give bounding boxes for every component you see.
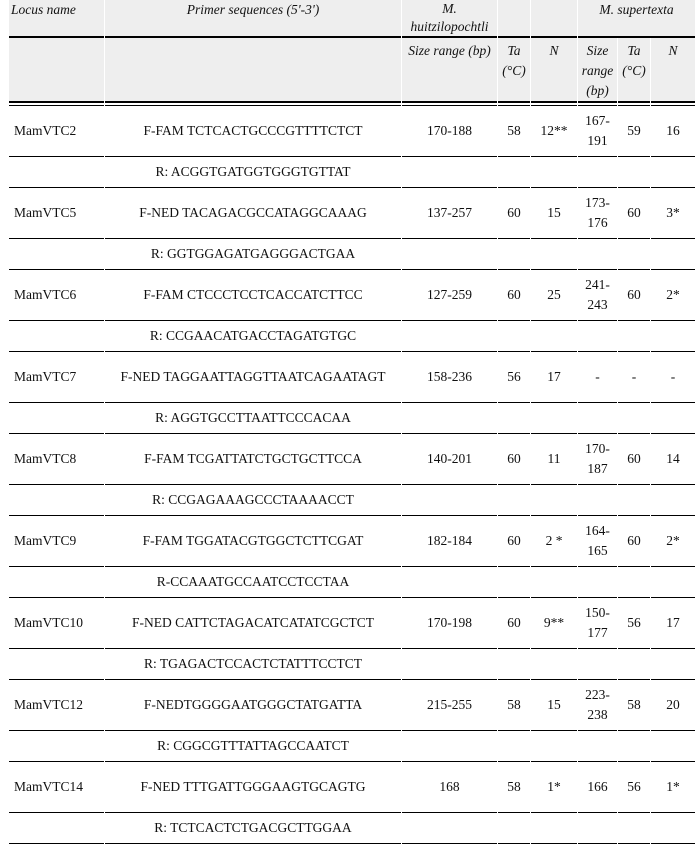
empty-cell bbox=[531, 321, 577, 352]
table-row bbox=[9, 485, 695, 516]
supertexta-ta-cell: - bbox=[618, 352, 650, 403]
huitzilopochtli-ta-cell: 60 bbox=[498, 270, 530, 321]
supertexta-size-cell: 241-243 bbox=[578, 270, 617, 321]
empty-cell bbox=[531, 157, 577, 188]
locus-cell: MamVTC5 bbox=[9, 188, 104, 239]
huitzilopochtli-size-cell: 140-201 bbox=[402, 434, 497, 485]
huitzilopochtli-ta-cell: 60 bbox=[498, 516, 530, 567]
supertexta-n-cell: 14 bbox=[651, 434, 695, 485]
empty-cell bbox=[618, 813, 650, 844]
header-primer-sequences: Primer sequences (5'-3') bbox=[105, 0, 401, 38]
empty-cell bbox=[618, 649, 650, 680]
empty-cell bbox=[651, 731, 695, 762]
empty-cell bbox=[651, 813, 695, 844]
empty-cell bbox=[402, 485, 497, 516]
reverse-primer-cell: R: TCTCACTCTGACGCTTGGAA bbox=[105, 813, 401, 844]
table-row bbox=[9, 157, 695, 188]
locus-cell: MamVTC8 bbox=[9, 434, 104, 485]
supertexta-ta-cell: 56 bbox=[618, 762, 650, 813]
empty-cell bbox=[578, 567, 617, 598]
table-row bbox=[9, 516, 695, 567]
empty-cell bbox=[402, 157, 497, 188]
empty-cell bbox=[578, 321, 617, 352]
empty-cell bbox=[498, 485, 530, 516]
forward-primer-cell: F-NEDTGGGGAATGGGCTATGATTA bbox=[105, 680, 401, 731]
huitzilopochtli-size-cell: 170-198 bbox=[402, 598, 497, 649]
empty-cell bbox=[498, 731, 530, 762]
supertexta-size-cell: 164-165 bbox=[578, 516, 617, 567]
header-n: N bbox=[531, 38, 577, 103]
empty-cell bbox=[9, 485, 104, 516]
huitzilopochtli-n-cell: 2 * bbox=[531, 516, 577, 567]
reverse-primer-cell: R: CCGAACATGACCTAGATGTGC bbox=[105, 321, 401, 352]
huitzilopochtli-size-cell: 168 bbox=[402, 762, 497, 813]
reverse-primer-cell: R: CGGCGTTTATTAGCCAATCT bbox=[105, 731, 401, 762]
empty-cell bbox=[578, 731, 617, 762]
empty-cell bbox=[402, 403, 497, 434]
table-row bbox=[9, 649, 695, 680]
supertexta-size-cell: 150-177 bbox=[578, 598, 617, 649]
empty-cell bbox=[531, 567, 577, 598]
huitzilopochtli-n-cell: 17 bbox=[531, 352, 577, 403]
empty-cell bbox=[498, 239, 530, 270]
empty-cell bbox=[9, 239, 104, 270]
table-body bbox=[9, 106, 695, 844]
huitzilopochtli-n-cell: 25 bbox=[531, 270, 577, 321]
empty-cell bbox=[402, 321, 497, 352]
reverse-primer-cell: R: GGTGGAGATGAGGGACTGAA bbox=[105, 239, 401, 270]
reverse-primer-cell: R: ACGGTGATGGTGGGTGTTAT bbox=[105, 157, 401, 188]
huitzilopochtli-size-cell: 170-188 bbox=[402, 106, 497, 157]
table-row bbox=[9, 106, 695, 157]
huitzilopochtli-n-cell: 12** bbox=[531, 106, 577, 157]
empty-cell bbox=[531, 813, 577, 844]
reverse-primer-cell: R: TGAGACTCCACTCTATTTCCTCT bbox=[105, 649, 401, 680]
table-row bbox=[9, 813, 695, 844]
empty-cell bbox=[498, 813, 530, 844]
header-n-2: N bbox=[651, 38, 695, 103]
empty-cell bbox=[498, 157, 530, 188]
header-size-range: Size range (bp) bbox=[402, 38, 497, 103]
table-row bbox=[9, 598, 695, 649]
huitzilopochtli-n-cell: 15 bbox=[531, 188, 577, 239]
supertexta-n-cell: - bbox=[651, 352, 695, 403]
empty-cell bbox=[651, 567, 695, 598]
empty-cell bbox=[618, 321, 650, 352]
empty-cell bbox=[618, 485, 650, 516]
empty-cell bbox=[498, 649, 530, 680]
empty-cell bbox=[651, 157, 695, 188]
empty-cell bbox=[498, 321, 530, 352]
supertexta-size-cell: 170-187 bbox=[578, 434, 617, 485]
table-row bbox=[9, 352, 695, 403]
header-empty bbox=[105, 38, 401, 103]
table-row bbox=[9, 188, 695, 239]
huitzilopochtli-n-cell: 9** bbox=[531, 598, 577, 649]
huitzilopochtli-size-cell: 215-255 bbox=[402, 680, 497, 731]
huitzilopochtli-n-cell: 11 bbox=[531, 434, 577, 485]
table-row bbox=[9, 567, 695, 598]
forward-primer-cell: F-FAM TCGATTATCTGCTGCTTCCA bbox=[105, 434, 401, 485]
empty-cell bbox=[618, 157, 650, 188]
header-row-2 bbox=[9, 38, 695, 103]
empty-cell bbox=[651, 239, 695, 270]
empty-cell bbox=[531, 485, 577, 516]
empty-cell bbox=[402, 567, 497, 598]
empty-cell bbox=[402, 813, 497, 844]
header-size-range-2: Size range (bp) bbox=[578, 38, 617, 103]
empty-cell bbox=[578, 157, 617, 188]
header-ta: Ta (°C) bbox=[498, 38, 530, 103]
empty-cell bbox=[531, 731, 577, 762]
forward-primer-cell: F-NED TTTGATTGGGAAGTGCAGTG bbox=[105, 762, 401, 813]
header-locus-name: Locus name bbox=[9, 0, 104, 38]
huitzilopochtli-size-cell: 127-259 bbox=[402, 270, 497, 321]
empty-cell bbox=[402, 731, 497, 762]
supertexta-size-cell: 167-191 bbox=[578, 106, 617, 157]
empty-cell bbox=[618, 239, 650, 270]
huitzilopochtli-ta-cell: 58 bbox=[498, 762, 530, 813]
supertexta-size-cell: 166 bbox=[578, 762, 617, 813]
supertexta-n-cell: 17 bbox=[651, 598, 695, 649]
reverse-primer-cell: R-CCAAATGCCAATCCTCCTAA bbox=[105, 567, 401, 598]
supertexta-n-cell: 16 bbox=[651, 106, 695, 157]
empty-cell bbox=[651, 649, 695, 680]
empty-cell bbox=[9, 649, 104, 680]
supertexta-n-cell: 3* bbox=[651, 188, 695, 239]
locus-cell: MamVTC6 bbox=[9, 270, 104, 321]
huitzilopochtli-ta-cell: 58 bbox=[498, 106, 530, 157]
huitzilopochtli-n-cell: 15 bbox=[531, 680, 577, 731]
header-row-1 bbox=[9, 0, 695, 38]
empty-cell bbox=[402, 239, 497, 270]
supertexta-n-cell: 2* bbox=[651, 270, 695, 321]
empty-cell bbox=[402, 649, 497, 680]
empty-cell bbox=[578, 813, 617, 844]
huitzilopochtli-n-cell: 1* bbox=[531, 762, 577, 813]
forward-primer-cell: F-FAM TCTCACTGCCCGTTTTCTCT bbox=[105, 106, 401, 157]
empty-cell bbox=[578, 485, 617, 516]
header-empty bbox=[9, 38, 104, 103]
supertexta-size-cell: 173-176 bbox=[578, 188, 617, 239]
huitzilopochtli-ta-cell: 60 bbox=[498, 434, 530, 485]
supertexta-ta-cell: 58 bbox=[618, 680, 650, 731]
supertexta-size-cell: 223-238 bbox=[578, 680, 617, 731]
table-row bbox=[9, 403, 695, 434]
empty-cell bbox=[651, 403, 695, 434]
empty-cell bbox=[618, 731, 650, 762]
locus-cell: MamVTC7 bbox=[9, 352, 104, 403]
empty-cell bbox=[9, 813, 104, 844]
forward-primer-cell: F-FAM TGGATACGTGGCTCTTCGAT bbox=[105, 516, 401, 567]
supertexta-ta-cell: 60 bbox=[618, 270, 650, 321]
supertexta-n-cell: 2* bbox=[651, 516, 695, 567]
huitzilopochtli-ta-cell: 56 bbox=[498, 352, 530, 403]
forward-primer-cell: F-NED TAGGAATTAGGTTAATCAGAATAGT bbox=[105, 352, 401, 403]
huitzilopochtli-ta-cell: 58 bbox=[498, 680, 530, 731]
table-row bbox=[9, 239, 695, 270]
forward-primer-cell: F-FAM CTCCCTCCTCACCATCTTCC bbox=[105, 270, 401, 321]
empty-cell bbox=[531, 239, 577, 270]
locus-cell: MamVTC10 bbox=[9, 598, 104, 649]
header-ta-2: Ta (°C) bbox=[618, 38, 650, 103]
empty-cell bbox=[618, 403, 650, 434]
header-spacer bbox=[498, 0, 530, 38]
huitzilopochtli-size-cell: 182-184 bbox=[402, 516, 497, 567]
supertexta-n-cell: 1* bbox=[651, 762, 695, 813]
table-row bbox=[9, 762, 695, 813]
supertexta-n-cell: 20 bbox=[651, 680, 695, 731]
forward-primer-cell: F-NED TACAGACGCCATAGGCAAAG bbox=[105, 188, 401, 239]
supertexta-ta-cell: 60 bbox=[618, 434, 650, 485]
forward-primer-cell: F-NED CATTCTAGACATCATATCGCTCT bbox=[105, 598, 401, 649]
empty-cell bbox=[651, 485, 695, 516]
empty-cell bbox=[578, 239, 617, 270]
header-spacer bbox=[531, 0, 577, 38]
locus-cell: MamVTC9 bbox=[9, 516, 104, 567]
table-row bbox=[9, 434, 695, 485]
empty-cell bbox=[498, 567, 530, 598]
huitzilopochtli-ta-cell: 60 bbox=[498, 188, 530, 239]
empty-cell bbox=[9, 321, 104, 352]
huitzilopochtli-size-cell: 158-236 bbox=[402, 352, 497, 403]
empty-cell bbox=[618, 567, 650, 598]
locus-cell: MamVTC14 bbox=[9, 762, 104, 813]
header-species-huitzilopochtli: M. huitzilopochtli bbox=[402, 0, 497, 38]
table-row bbox=[9, 680, 695, 731]
table-row bbox=[9, 321, 695, 352]
reverse-primer-cell: R: AGGTGCCTTAATTCCCACAA bbox=[105, 403, 401, 434]
huitzilopochtli-size-cell: 137-257 bbox=[402, 188, 497, 239]
primer-table bbox=[8, 0, 696, 844]
locus-cell: MamVTC12 bbox=[9, 680, 104, 731]
locus-cell: MamVTC2 bbox=[9, 106, 104, 157]
reverse-primer-cell: R: CCGAGAAAGCCCTAAAACCT bbox=[105, 485, 401, 516]
huitzilopochtli-ta-cell: 60 bbox=[498, 598, 530, 649]
empty-cell bbox=[578, 403, 617, 434]
header-species-supertexta: M. supertexta bbox=[578, 0, 695, 38]
empty-cell bbox=[531, 649, 577, 680]
empty-cell bbox=[9, 403, 104, 434]
supertexta-size-cell: - bbox=[578, 352, 617, 403]
empty-cell bbox=[578, 649, 617, 680]
supertexta-ta-cell: 56 bbox=[618, 598, 650, 649]
empty-cell bbox=[498, 403, 530, 434]
empty-cell bbox=[9, 567, 104, 598]
table-row bbox=[9, 731, 695, 762]
empty-cell bbox=[9, 731, 104, 762]
supertexta-ta-cell: 60 bbox=[618, 516, 650, 567]
empty-cell bbox=[9, 157, 104, 188]
supertexta-ta-cell: 60 bbox=[618, 188, 650, 239]
empty-cell bbox=[531, 403, 577, 434]
supertexta-ta-cell: 59 bbox=[618, 106, 650, 157]
table-row bbox=[9, 270, 695, 321]
empty-cell bbox=[651, 321, 695, 352]
